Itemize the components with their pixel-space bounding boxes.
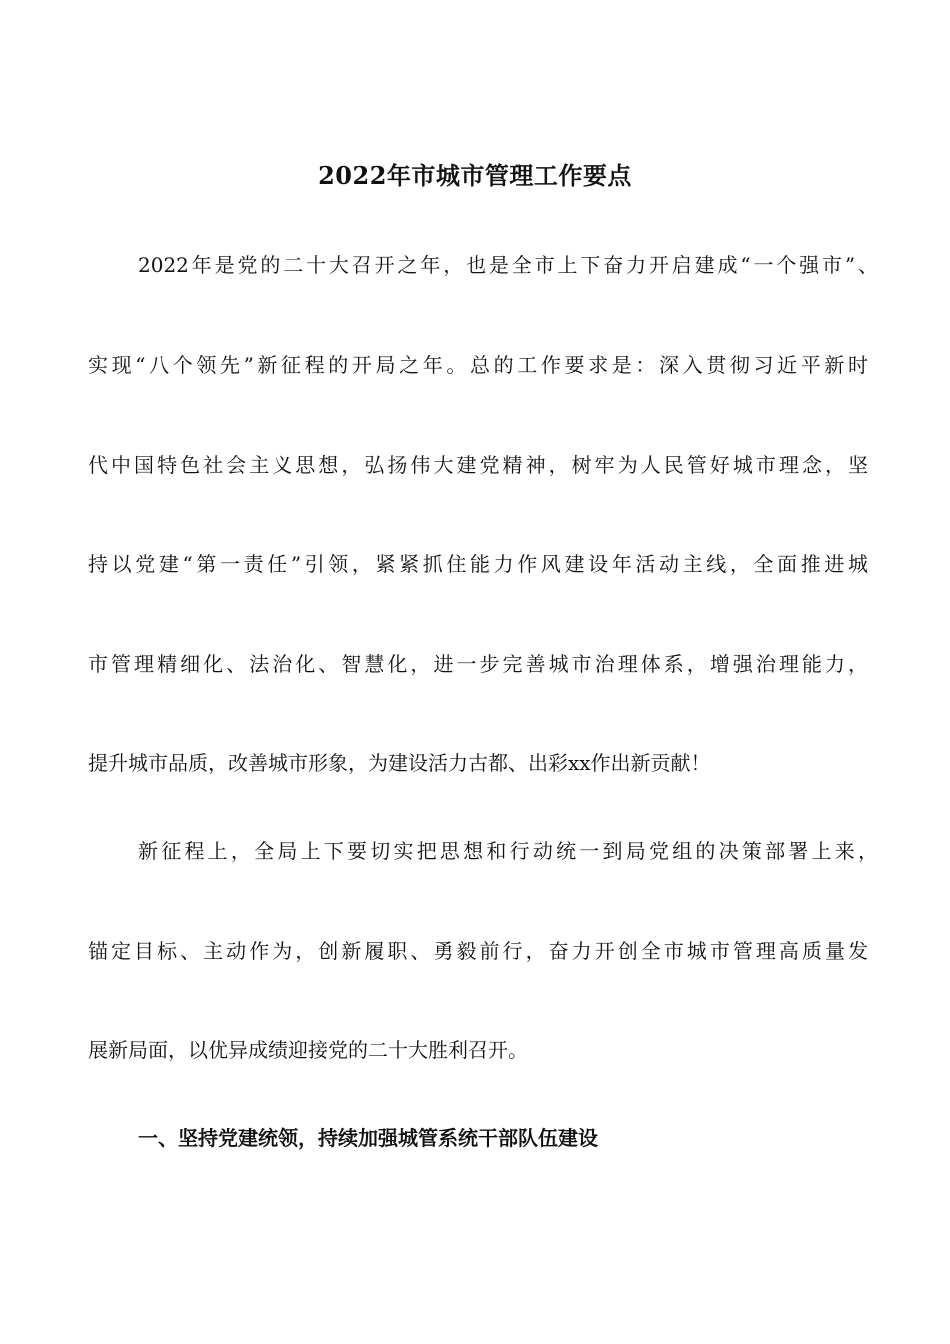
paragraph-line: 展新局面，以优异成绩迎接党的二十大胜利召开。 xyxy=(88,1038,528,1062)
document-title: 2022年市城市管理工作要点 xyxy=(318,161,632,190)
paragraph-line: 市管理精细化、法治化、智慧化，进一步完善城市治理体系，增强治理能力， xyxy=(88,652,868,676)
paragraph-line: 锚定目标、主动作为，创新履职、勇毅前行，奋力开创全市城市管理高质量发 xyxy=(88,939,868,963)
paragraph-line: 提升城市品质，改善城市形象，为建设活力古都、出彩xx作出新贡献！ xyxy=(88,751,711,775)
paragraph-line: 新征程上，全局上下要切实把思想和行动统一到局党组的决策部署上来， xyxy=(138,839,878,863)
paragraph-line: 持以党建“第一责任”引领，紧紧抓住能力作风建设年活动主线，全面推进城 xyxy=(88,552,868,576)
paragraph-line: 2022年是党的二十大召开之年，也是全市上下奋力开启建成“一个强市”、 xyxy=(138,253,878,277)
paragraph-line: 实现“八个领先”新征程的开局之年。总的工作要求是：深入贯彻习近平新时 xyxy=(88,353,868,377)
paragraph-line: 代中国特色社会主义思想，弘扬伟大建党精神，树牢为人民管好城市理念，坚 xyxy=(88,453,868,477)
section-heading: 一、坚持党建统领，持续加强城管系统干部队伍建设 xyxy=(138,1126,598,1150)
